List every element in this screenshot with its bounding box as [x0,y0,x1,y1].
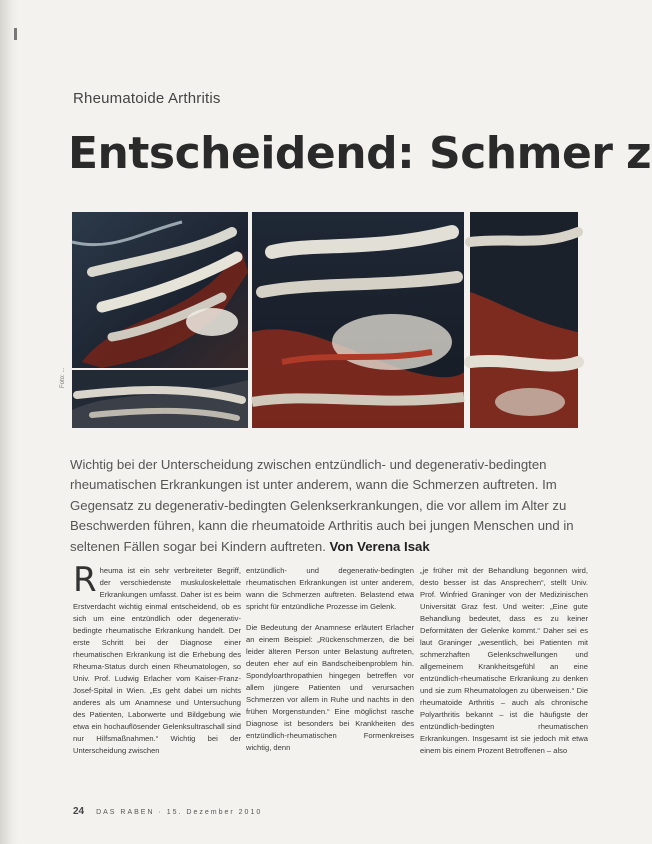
page-footer [73,806,262,817]
page-edge-shadow [0,0,18,844]
body-column-1 [73,560,241,766]
col3-paragraph-1: „je früher mit der Behandlung begonnen wird, desto besser ist das Ansprechen“, stellt Univ. Prof. Winfried Graninger von der Medizinischen Universität Graz fest. Und weiter: „Eine gute Behandlung bedeutet, dass es zu keiner Deformitäten der Gelenke kommt.“ Daher sei es laut Graninger „wesentlich, bei Patienten mit schmerzhaften Gelenkschwellungen und allgemeinem Krankheitsgefühl an eine entzündlich-rheumatische Erkrankung zu denken und sie zum Rheumatologen zu überweisen.“ Die rheumatoide Arthritis – auch als chronische Polyarthritis bekannt – ist die häufigste der entzündlich-bedingten rheumatischen Erkrankungen. Insgesamt ist sie jedoch mit etwa einem bis einem Prozent Betroffenen – also [420,566,588,755]
col2-paragraph-2: Die Bedeutung der Anamnese erläutert Erlacher an einem Beispiel: „Rückenschmerzen, die bei leider älteren Person unter Belastung auftreten, deuten eher auf ein Bandscheibenproblem hin. Spondyloarthropathien hingegen betreffen vor allem jüngere Patienten und verursachen Schmerzen vor allem in Ruhe und nachts in den frühen Morgenstunden.“ Eine möglichst rasche Diagnose ist besonders bei Krankheiten des entzündlich-rheumatischen Formenkreises wichtig, denn [246,623,414,752]
image-credit: Foto: ... [60,367,66,388]
lead-paragraph [70,455,595,557]
drop-cap: R [73,560,97,600]
binding-mark [14,28,17,40]
xray-hand-image-left-upper [72,212,248,368]
col2-paragraph-1: entzündlich- und degenerativ-bedingten rheumatischen Erkrankungen ist unter anderem, wann die Schmerzen auftreten. Belastend etwa spricht für entzündliche Prozesse im Gelenk. [246,566,414,611]
col1-paragraph-1: heuma ist ein sehr verbreiteter Begriff, der verschiedenste muskuloskelettale Erkrankungen umfasst. Daher ist es beim Erstverdacht wichtig einmal entscheidend, ob es sich um eine entzündlich oder degenerativ-bedingte rheumatische Erkrankung handelt. Der erste Schritt bei der Diagnose einer rheumatischen Erkrankung ist die Erhebung des Rheuma-Status durch einen Rheumatologen, so Univ. Prof. Ludwig Erlacher vom Kaiser-Franz-Josef-Spital in Wien. „Es geht dabei um nichts anderes als um Anamnese und Untersuchung des Patienten, Laborwerte und Bildgebung wie etwa ein hochauflösender Gelenksultraschall sind nur Hilfsmaßnahmen.“ Wichtig bei der Unterscheidung zwischen [73,566,241,755]
publication-line: DAS RABEN · 15. Dezember 2010 [96,809,263,816]
lead-text: Wichtig bei der Unterscheidung zwischen entzündlich- und degenerativ-bedingten rheumatischen Erkrankungen ist unter anderem, wann die Schmerzen auftreten. Im Gegensatz zu degenerativ-bedingten Gelenkserkrankungen, die vor allem im Alter zu Beschwerden führen, kann die rheumatoide Arthritis auch bei jungen Menschen und in seltenen Fällen sogar bei Kindern auftreten. [70,457,574,554]
xray-hand-image-center [252,212,464,428]
section-kicker: Rheumatoide Arthritis [73,90,221,107]
body-column-3 [420,565,588,766]
headline: Entscheidend: Schmer [68,128,613,179]
body-column-2 [246,565,414,763]
author-byline: Von Verena Isak [329,538,430,554]
xray-hand-image-left-lower [72,370,248,428]
headline-cut-letter: z [626,128,652,179]
xray-hand-image-right [470,212,578,428]
page-number: 24 [73,806,85,817]
